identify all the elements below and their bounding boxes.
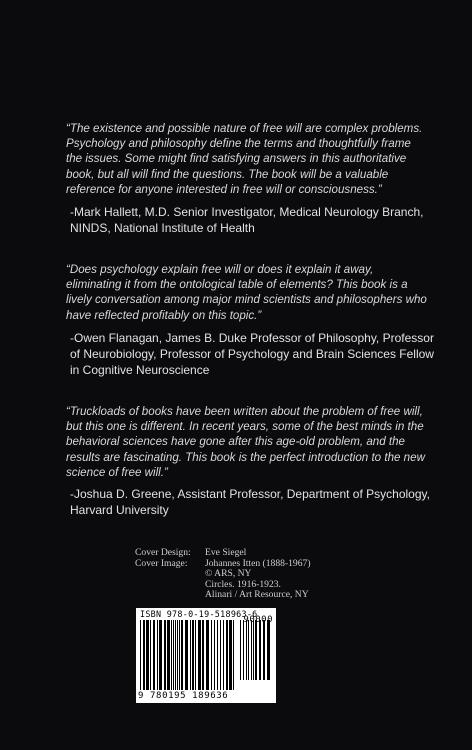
barcode-bar xyxy=(192,620,194,690)
barcode-bar xyxy=(150,620,151,690)
attribution-flanagan-text: -Owen Flanagan, James B. Duke Professor of Philosophy, Professor of Neurobiology, Professor of Psychology and Brain Sciences Fellow in Cognitive Neuroscience xyxy=(70,331,434,377)
barcode-bar xyxy=(214,620,215,690)
barcode-bar xyxy=(157,620,158,690)
barcode-bar xyxy=(267,620,270,680)
barcode-bar xyxy=(185,620,188,690)
barcode-bar xyxy=(217,620,218,690)
barcode-bar xyxy=(175,620,176,690)
barcode-bar xyxy=(146,620,149,690)
attribution-greene xyxy=(66,486,438,518)
barcode-bar xyxy=(167,620,170,690)
barcode-bar xyxy=(206,620,209,690)
isbn-text: ISBN 978-0-19-518963-6 xyxy=(140,609,258,619)
credit-image-label: Cover Image: xyxy=(135,557,188,569)
barcode-bar xyxy=(195,620,196,690)
quote-flanagan: “Does psychology explain free will or does it explain it away, eliminating it from the ontological table of elements? This book is a lively conversation among major mind scientists and philosophers who have reflected profitably on this topic.” xyxy=(66,263,427,322)
barcode-bars-price xyxy=(240,620,272,680)
credit-image-line-1: Johannes Itten (1888-1967) xyxy=(205,557,311,569)
barcode-bar xyxy=(190,620,191,690)
barcode-bar xyxy=(259,620,261,680)
barcode-bar xyxy=(177,620,178,690)
cover-credits xyxy=(135,548,311,601)
credit-design-value: Eve Siegel xyxy=(205,547,247,558)
barcode-bar xyxy=(223,620,224,690)
barcode-bar xyxy=(202,620,204,690)
barcode-bar xyxy=(263,620,265,680)
barcode-bar xyxy=(229,620,232,690)
barcode-bar xyxy=(140,620,141,690)
barcode-bar xyxy=(159,620,162,690)
barcode-bar xyxy=(211,620,212,690)
barcode-bar xyxy=(173,620,174,690)
barcode-bar xyxy=(253,620,254,680)
barcode-bar xyxy=(226,620,228,690)
barcode-bar xyxy=(153,620,155,690)
isbn-barcode xyxy=(136,608,276,703)
credit-design-row xyxy=(135,548,311,559)
attribution-hallett xyxy=(66,204,438,236)
attribution-greene-text: -Joshua D. Greene, Assistant Professor, Department of Psychology, Harvard University xyxy=(70,487,430,517)
credit-image-row-4 xyxy=(135,590,311,601)
barcode-bar xyxy=(171,620,172,690)
credit-image-line-2: © ARS, NY xyxy=(205,568,252,580)
quote-greene: “Truckloads of books have been written about the problem of free will, but this one is different. In recent years, some of the best minds in the behavioral sciences have gone after this age-old problem, and the results are fascinating. This book is the perfect introduction to the new science of free will.” xyxy=(66,405,425,479)
barcode-bar xyxy=(198,620,201,690)
barcode-bar xyxy=(164,620,166,690)
attribution-flanagan xyxy=(66,330,438,378)
credit-design-label: Cover Design: xyxy=(135,547,191,558)
barcode-bar xyxy=(240,620,241,680)
ean-digits: 9 780195 189636 xyxy=(138,691,229,701)
barcode-bar xyxy=(248,620,249,680)
barcode-bar xyxy=(233,620,234,690)
credit-image-line-4: Alinari / Art Resource, NY xyxy=(205,589,309,601)
barcode-bar xyxy=(179,620,180,690)
barcode-bar xyxy=(181,620,183,690)
barcode-bar xyxy=(243,620,244,680)
attribution-hallett-text: -Mark Hallett, M.D. Senior Investigator, Medical Neurology Branch, NINDS, National Institute of Health xyxy=(70,205,424,235)
barcode-bar xyxy=(251,620,252,680)
barcode-bar xyxy=(220,620,221,690)
price-code: 90000 xyxy=(243,615,273,625)
barcode-bar xyxy=(143,620,145,690)
barcode-bar xyxy=(246,620,247,680)
credit-image-line-3: Circles. 1916-1923. xyxy=(205,578,281,590)
quote-hallett: “The existence and possible nature of free will are complex problems. Psychology and philosophy define the terms and thoughtfully frame the issues. Some might find satisfying answers in this authoritative book, but all will find the questions. The book will be a valuable reference for anyone interested in free will or consciousness.” xyxy=(66,122,423,196)
barcode-bar xyxy=(255,620,257,680)
barcode-bars-main xyxy=(140,620,236,690)
